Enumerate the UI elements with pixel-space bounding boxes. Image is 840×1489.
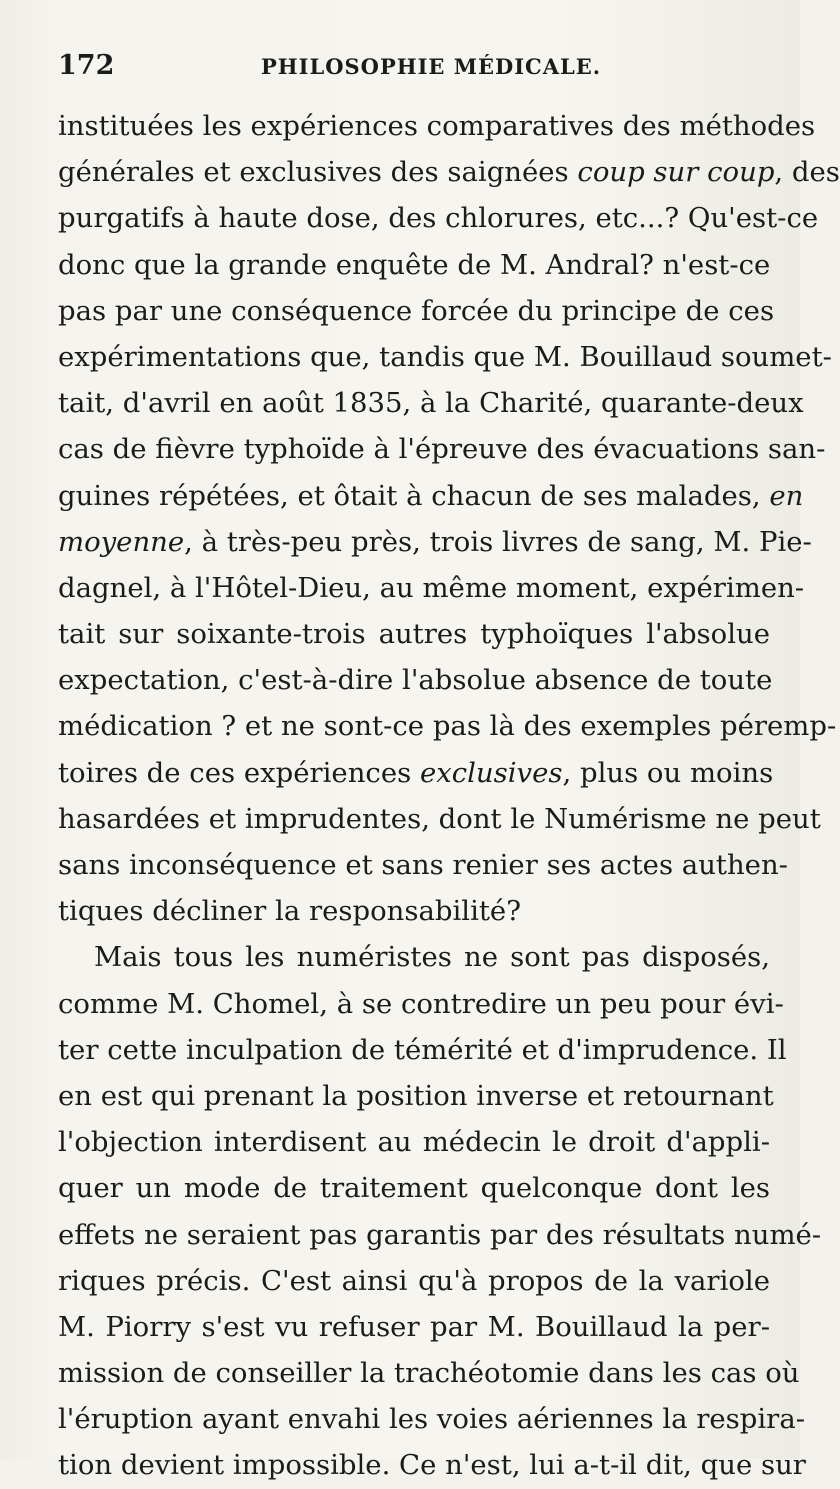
- italic-text: moyenne: [58, 525, 185, 558]
- text-segment: cas de fièvre typhoïde à l'épreuve des évacuations san-: [58, 433, 826, 466]
- text-line: [58, 1027, 787, 1073]
- text-line: [58, 888, 770, 934]
- text-segment: guines répétées, et ôtait à chacun de ses malades,: [58, 479, 770, 512]
- text-segment: ter cette inculpation de témérité et d'imprudence. Il: [58, 1033, 787, 1066]
- text-segment: dagnel, à l'Hôtel-Dieu, au même moment, expérimen-: [58, 571, 805, 604]
- text-line: [58, 103, 816, 149]
- text-line: [58, 981, 784, 1027]
- text-segment: donc que la grande enquête de M. Andral? n'est-ce: [58, 248, 771, 281]
- text-line: [58, 195, 819, 241]
- page-header: [58, 50, 758, 94]
- italic-text: coup sur coup: [577, 156, 775, 189]
- text-segment: effets ne seraient pas garantis par des résultats numé-: [58, 1218, 822, 1251]
- text-segment: Mais tous les numéristes ne sont pas disposés,: [94, 941, 770, 974]
- text-line: [58, 1212, 822, 1258]
- text-line: [58, 1396, 806, 1442]
- text-segment: l'éruption ayant envahi les voies aériennes la respira-: [58, 1403, 806, 1436]
- text-segment: , à très-peu près, trois livres de sang, M. Pie-: [184, 525, 812, 558]
- text-segment: hasardées et imprudentes, dont le Numérisme ne peut: [58, 802, 821, 835]
- text-line: [58, 473, 804, 519]
- text-segment: toires de ces expériences: [58, 756, 420, 789]
- text-segment: générales et exclusives des saignées: [58, 156, 578, 189]
- text-line: [58, 934, 770, 980]
- text-segment: instituées les expériences comparatives des méthodes: [58, 110, 816, 142]
- text-line: [58, 1350, 800, 1396]
- text-line: [58, 842, 788, 888]
- text-line: [58, 565, 805, 611]
- body-text: [58, 103, 840, 1489]
- text-line: [58, 796, 821, 842]
- text-line: [58, 242, 770, 288]
- text-segment: tiques décliner la responsabilité?: [58, 895, 521, 928]
- text-line: [58, 519, 812, 565]
- italic-text: exclusives: [419, 756, 563, 789]
- italic-text: en: [769, 479, 804, 512]
- text-line: [58, 1258, 770, 1304]
- text-segment: médication ? et ne sont-ce pas là des exemples péremp-: [58, 710, 837, 743]
- text-line: [58, 1304, 770, 1350]
- text-line: [58, 1119, 770, 1165]
- text-segment: expectation, c'est-à-dire l'absolue absence de toute: [58, 664, 773, 697]
- text-segment: , des: [774, 156, 840, 189]
- text-line: [58, 611, 770, 657]
- text-segment: , plus ou moins: [562, 756, 774, 789]
- text-line: [58, 703, 837, 749]
- text-segment: sans inconséquence et sans renier ses actes authen-: [58, 849, 788, 881]
- text-segment: M. Piorry s'est vu refuser par M. Bouillaud la per-: [58, 1310, 770, 1343]
- running-head: PHILOSOPHIE MÉDICALE.: [261, 54, 602, 79]
- text-segment: tion devient impossible. Ce n'est, lui a-t-il dit, que sur: [58, 1449, 806, 1482]
- text-segment: purgatifs à haute dose, des chlorures, etc...? Qu'est-ce: [58, 202, 819, 235]
- text-line: [58, 1165, 770, 1211]
- text-segment: riques précis. C'est ainsi qu'à propos de la variole: [58, 1264, 770, 1297]
- text-segment: comme M. Chomel, à se contredire un peu pour évi-: [58, 987, 784, 1020]
- text-segment: l'objection interdisent au médecin le droit d'appli-: [58, 1126, 770, 1159]
- text-line: [58, 288, 775, 334]
- text-line: [58, 750, 774, 796]
- text-segment: tait, d'avril en août 1835, à la Charité, quarante-deux: [58, 387, 804, 420]
- text-line: [58, 334, 832, 380]
- text-line: [58, 426, 826, 472]
- text-line: [58, 1442, 806, 1488]
- text-line: [58, 380, 804, 426]
- text-line: [58, 657, 773, 703]
- text-segment: mission de conseiller la trachéotomie dans les cas où: [58, 1357, 800, 1390]
- text-segment: tait sur soixante-trois autres typhoïques l'absolue: [58, 618, 770, 651]
- text-segment: en est qui prenant la position inverse et retournant: [58, 1079, 774, 1112]
- page-number: 172: [58, 50, 115, 81]
- text-line: [58, 149, 840, 195]
- text-segment: quer un mode de traitement quelconque dont les: [58, 1172, 770, 1205]
- text-segment: expérimentations que, tandis que M. Bouillaud soumet-: [58, 340, 832, 373]
- text-segment: pas par une conséquence forcée du principe de ces: [58, 294, 775, 327]
- text-line: [58, 1073, 774, 1119]
